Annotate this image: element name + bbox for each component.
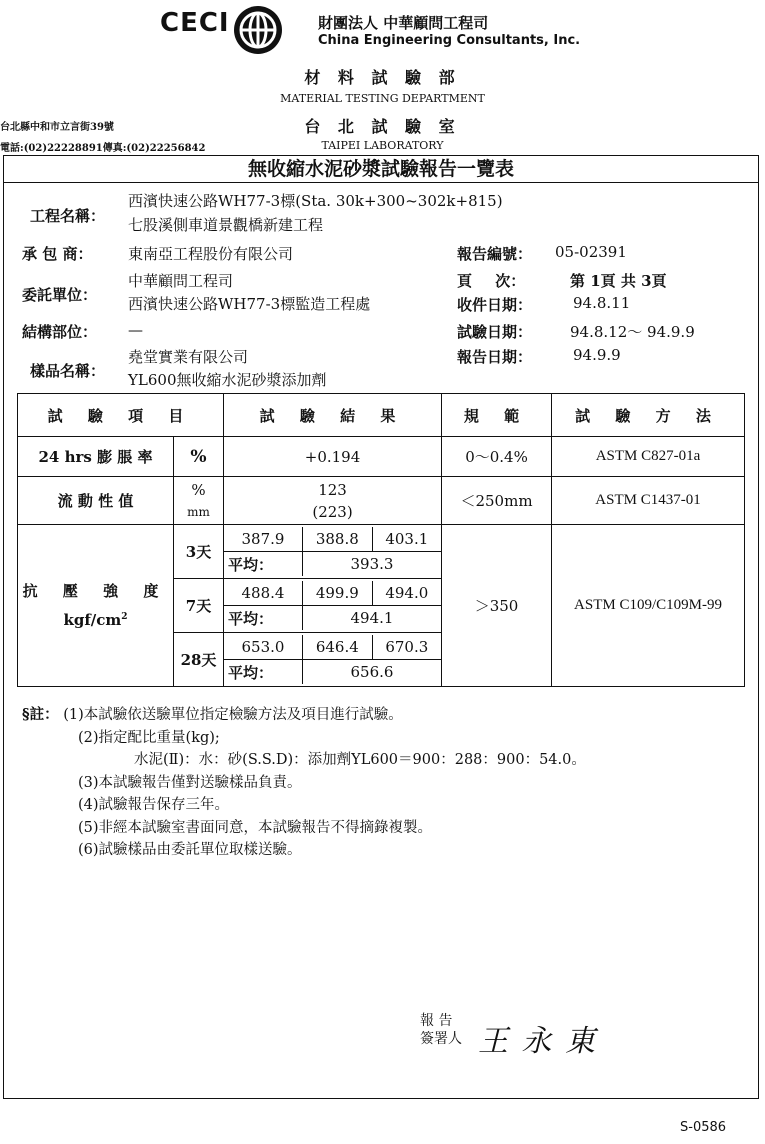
expansion-unit: % (174, 437, 224, 477)
table-row-expansion (18, 437, 745, 477)
department-en: MATERIAL TESTING DEPARTMENT (280, 92, 485, 105)
org-name-zh: 財團法人 中華顧問工程司 (318, 14, 489, 32)
contractor-label: 承 包 商： (22, 245, 93, 263)
signature-block (420, 1002, 620, 1062)
structure-value: — (128, 321, 143, 339)
laboratory-en: TAIPEI LABORATORY (321, 139, 444, 152)
phone-fax: 電話:(02)22228891傳真:(02)22256842 (0, 143, 206, 154)
receive-date-value: 94.8.11 (573, 294, 631, 312)
contractor-value: 東南亞工程股份有限公司 (128, 245, 294, 263)
c28d-v2: 646.4 (302, 635, 372, 660)
c3d-avg: 393.3 (302, 552, 441, 577)
report-title: 無收縮水泥砂漿試驗報告一覽表 (3, 155, 759, 183)
project-label: 工程名稱： (30, 207, 106, 225)
document-code: S-0586 (680, 1120, 727, 1135)
compressive-28d-values (224, 633, 442, 687)
sample-line1: 堯堂實業有限公司 (128, 348, 249, 366)
globe-logo-icon (232, 4, 284, 56)
brand-wordmark: CECI (160, 8, 230, 38)
flow-values (224, 477, 442, 525)
flow-units (174, 477, 224, 525)
compressive-7d-values (224, 579, 442, 633)
c7d-avg-label: 平均： (224, 606, 302, 631)
c28d-avg-label: 平均： (224, 660, 302, 685)
c7d-v2: 499.9 (302, 581, 372, 606)
header-method: 試 驗 方 法 (552, 394, 745, 437)
project-line1: 西濱快速公路WH77-3標(Sta. 30k+300~302k+815) (128, 192, 503, 210)
c3d-v2: 388.8 (302, 527, 372, 552)
c3d-v3: 403.1 (372, 527, 441, 552)
note-2-ratio: 水泥(Ⅱ)：水：砂(S.S.D)：添加劑YL600＝900：288：900：54.0。 (134, 752, 586, 768)
flow-value-mm: (223) (312, 502, 353, 521)
compressive-unit: kgf/$cm^2$ (63, 611, 128, 629)
sample-line2: YL600無收縮水泥砂漿添加劑 (128, 371, 327, 389)
compressive-3d-values (224, 525, 442, 579)
org-name-en: China Engineering Consultants, Inc. (318, 33, 581, 48)
c3d-avg-label: 平均： (224, 552, 302, 577)
report-date-label: 報告日期： (457, 348, 533, 366)
client-line2: 西濱快速公路WH77-3標監造工程處 (128, 295, 371, 313)
flow-method: ASTM C1437-01 (552, 477, 745, 525)
table-header-row (18, 394, 745, 437)
expansion-name: 24 hrs 膨 脹 率 (18, 437, 174, 477)
age-3d: 3天 (174, 525, 224, 579)
sample-label: 樣品名稱： (30, 362, 106, 380)
laboratory-zh: 台 北 試 驗 室 (304, 117, 461, 136)
structure-label: 結構部位： (22, 323, 98, 341)
flow-name: 流 動 性 值 (18, 477, 174, 525)
expansion-method: ASTM C827-01a (552, 437, 745, 477)
c3d-v1: 387.9 (224, 527, 302, 552)
compressive-name-cell (18, 525, 174, 687)
report-no-value: 05-02391 (555, 243, 627, 261)
department-zh: 材 料 試 驗 部 (304, 68, 461, 87)
c28d-avg: 656.6 (302, 660, 441, 685)
note-1: §註： (1)本試驗依送驗單位指定檢驗方法及項目進行試驗。 (22, 706, 403, 723)
age-7d: 7天 (174, 579, 224, 633)
header-spec: 規 範 (442, 394, 552, 437)
note-6: (6)試驗樣品由委託單位取樣送驗。 (78, 842, 302, 858)
client-line1: 中華顧問工程司 (128, 272, 234, 290)
note-5: (5)非經本試驗室書面同意，本試驗報告不得摘錄複製。 (78, 819, 433, 836)
note-2: (2)指定配比重量(kg); (78, 729, 220, 746)
report-date-value: 94.9.9 (573, 346, 621, 364)
signer-label: 報 告 簽署人 (420, 1013, 462, 1047)
note-3: (3)本試驗報告僅對送驗樣品負責。 (78, 774, 302, 791)
notes-block (22, 704, 586, 862)
test-date-value: 94.8.12～ 94.9.9 (570, 323, 695, 341)
signer-name-handwriting: 王 永 東 (478, 1024, 598, 1059)
flow-value-percent: 123 (318, 480, 347, 499)
results-table (17, 393, 745, 687)
compressive-name: 抗 壓 強 度 (22, 582, 169, 600)
expansion-value: +0.194 (224, 437, 442, 477)
project-line2: 七股溪側車道景觀橋新建工程 (128, 216, 324, 234)
compressive-spec: ＞350 (442, 525, 552, 687)
c7d-avg: 494.1 (302, 606, 441, 631)
expansion-spec: 0～0.4% (442, 437, 552, 477)
test-date-label: 試驗日期： (457, 323, 533, 341)
page-label: 頁 次： (457, 272, 526, 290)
page-value: 第 1頁 共 3頁 (570, 272, 667, 290)
address: 台北縣中和市立言街39號 (0, 122, 114, 133)
c7d-v3: 494.0 (372, 581, 441, 606)
note-4: (4)試驗報告保存三年。 (78, 797, 230, 813)
receive-date-label: 收件日期： (457, 296, 533, 314)
c28d-v1: 653.0 (224, 635, 302, 660)
flow-spec: ＜250mm (442, 477, 552, 525)
flow-unit-mm: mm (187, 504, 210, 519)
header-item: 試 驗 項 目 (18, 394, 224, 437)
flow-unit-percent: % (191, 480, 206, 499)
c28d-v3: 670.3 (372, 635, 441, 660)
header-result: 試 驗 結 果 (224, 394, 442, 437)
table-row-compressive-3d (18, 525, 745, 579)
table-row-flow (18, 477, 745, 525)
c7d-v1: 488.4 (224, 581, 302, 606)
client-label: 委託單位： (22, 286, 98, 304)
age-28d: 28天 (174, 633, 224, 687)
report-no-label: 報告編號： (457, 245, 533, 263)
compressive-method: ASTM C109/C109M-99 (552, 525, 745, 687)
